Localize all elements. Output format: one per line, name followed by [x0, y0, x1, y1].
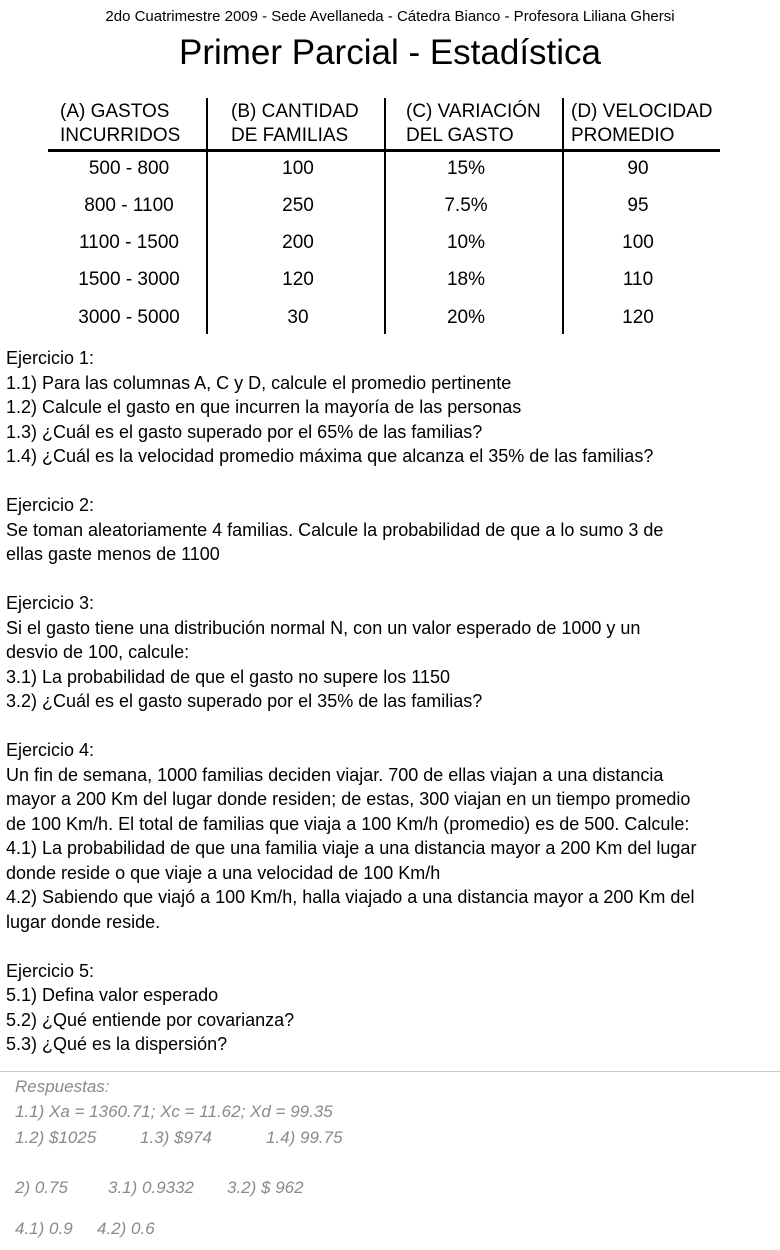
answer-4-1: 4.1) 0.9 [15, 1219, 73, 1238]
table-cell: 120 [622, 307, 654, 328]
exercise-title: Ejercicio 5: [6, 960, 95, 981]
table-cell: 18% [446, 269, 486, 290]
table-cell: 100 [282, 158, 314, 179]
exercise-line: desvio de 100, calcule: [6, 642, 190, 662]
exercise-line: 4.1) La probabilidad de que una familia viaje a una distancia mayor a 200 Km del lugar [6, 838, 697, 858]
answer-1-3: 1.3) $974 [140, 1128, 212, 1147]
table-cell: 110 [622, 269, 654, 290]
column-header-cantidad [231, 100, 359, 148]
column-header-variacion [406, 100, 541, 148]
exercise-1 [6, 346, 778, 469]
exercise-3 [6, 591, 778, 714]
exercise-line: mayor a 200 Km del lugar donde residen; de estas, 300 viajan en un tiempo promedio [6, 789, 691, 809]
exercise-2 [6, 493, 778, 567]
exercise-line: Se toman aleatoriamente 4 familias. Calcule la probabilidad de que a lo sumo 3 de [6, 519, 664, 540]
answers-row [15, 1128, 755, 1150]
exercise-title: Ejercicio 1: [6, 348, 95, 368]
table-cell: 1100 - 1500 [78, 232, 179, 253]
table-cell: 10% [446, 232, 486, 253]
column-header-line: (A) GASTOS [60, 101, 170, 122]
answers-heading: Respuestas: [15, 1077, 110, 1096]
table-cell: 200 [282, 232, 314, 253]
answer-3-2: 3.2) $ 962 [227, 1178, 304, 1197]
exercise-line: 1.4) ¿Cuál es la velocidad promedio máxima que alcanza el 35% de las familias? [6, 446, 654, 466]
answer-3-1: 3.1) 0.9332 [108, 1178, 195, 1197]
table-cell: 800 - 1100 [84, 195, 174, 216]
table-cell: 1500 - 3000 [78, 269, 180, 290]
table-cell: 95 [627, 195, 649, 216]
header-subtitle: 2do Cuatrimestre 2009 - Sede Avellaneda - Cátedra Bianco - Profesora Liliana Ghersi [105, 8, 675, 25]
exercise-line: 5.1) Defina valor esperado [6, 985, 219, 1005]
column-header-velocidad [571, 100, 712, 148]
answer-1-1: 1.1) Xa = 1360.71; Xc = 11.62; Xd = 99.35 [15, 1102, 333, 1121]
exercise-4 [6, 738, 778, 934]
exercise-line: 4.2) Sabiendo que viajó a 100 Km/h, halla viajado a una distancia mayor a 200 Km del [6, 887, 695, 907]
column-header-line: (D) VELOCIDAD [571, 101, 713, 122]
exercise-line: 1.2) Calcule el gasto en que incurren la mayoría de las personas [6, 397, 522, 417]
exercise-line: donde reside o que viaje a una velocidad de 100 Km/h [6, 862, 441, 883]
exercise-title: Ejercicio 2: [6, 495, 95, 515]
answer-2: 2) 0.75 [15, 1178, 68, 1197]
page-title: Primer Parcial - Estadística [178, 33, 602, 72]
exercise-line: Si el gasto tiene una distribución normal N, con un valor esperado de 1000 y un [6, 617, 641, 638]
exercise-line: 3.2) ¿Cuál es el gasto superado por el 35% de las familias? [6, 691, 483, 711]
answer-1-2: 1.2) $1025 [15, 1128, 97, 1147]
column-header-gastos [60, 100, 180, 148]
table-cell: 120 [282, 269, 314, 290]
table-cell: 500 - 800 [88, 158, 170, 179]
table-cell: 7.5% [444, 195, 488, 216]
exercise-5 [6, 959, 778, 1057]
table-cell: 250 [282, 195, 314, 216]
exercise-line: lugar donde reside. [6, 911, 161, 932]
table-cell: 15% [446, 158, 486, 179]
table-cell: 20% [446, 307, 486, 328]
column-header-line: PROMEDIO [571, 125, 675, 146]
column-header-line: DE FAMILIAS [231, 125, 349, 146]
answers-row [15, 1178, 755, 1200]
exercise-title: Ejercicio 4: [6, 740, 95, 760]
header-rule [48, 149, 720, 152]
exercise-title: Ejercicio 3: [6, 593, 95, 613]
column-header-line: DEL GASTO [406, 125, 514, 146]
exercise-line: 3.1) La probabilidad de que el gasto no supere los 1150 [6, 666, 450, 687]
table-cell: 100 [622, 232, 654, 253]
exercise-line: 1.1) Para las columnas A, C y D, calcule el promedio pertinente [6, 372, 512, 393]
exercises [6, 346, 778, 1081]
answers-row [15, 1219, 755, 1241]
answer-4-2: 4.2) 0.6 [97, 1219, 155, 1238]
exercise-line: 1.3) ¿Cuál es el gasto superado por el 65% de las familias? [6, 421, 483, 442]
column-header-line: (C) VARIACIÓN [406, 101, 541, 122]
exercise-line: ellas gaste menos de 1100 [6, 544, 220, 564]
exercise-line: de 100 Km/h. El total de familias que viaja a 100 Km/h (promedio) es de 500. Calcule: [6, 813, 690, 834]
answers-divider [0, 1071, 780, 1072]
table-cell: 30 [287, 307, 309, 328]
column-header-line: INCURRIDOS [60, 125, 181, 146]
table-cell: 3000 - 5000 [78, 307, 180, 328]
answer-1-4: 1.4) 99.75 [266, 1128, 343, 1147]
exercise-line: 5.2) ¿Qué entiende por covarianza? [6, 1009, 295, 1030]
exercise-line: 5.3) ¿Qué es la dispersión? [6, 1034, 228, 1054]
table-cell: 90 [627, 158, 649, 179]
exercise-line: Un fin de semana, 1000 familias deciden viajar. 700 de ellas viajan a una distancia [6, 764, 664, 785]
column-header-line: (B) CANTIDAD [231, 101, 359, 122]
data-table [48, 96, 720, 336]
